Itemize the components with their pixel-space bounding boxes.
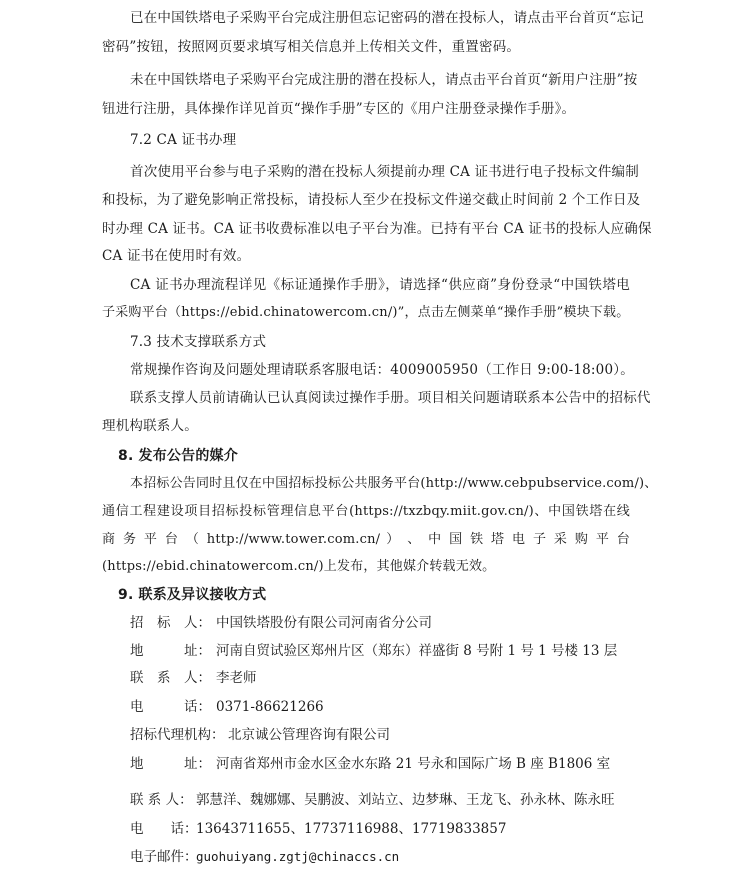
- media-line2: 通信工程建设项目招标投标管理信息平台(https://txzbqy.miit.gov.cn/)、中国铁塔在线: [102, 504, 630, 519]
- tenderer-value: 中国铁塔股份有限公司河南省分公司: [216, 615, 432, 631]
- tenderer-label: 招 标 人：: [130, 615, 211, 631]
- paragraph-support-note-line2: 理机构联系人。: [102, 418, 198, 434]
- subheading-ca-certificate: 7.2 CA 证书办理: [130, 132, 237, 148]
- agency-contact-label: 联 系 人：: [130, 792, 193, 808]
- media-line4: (https://ebid.chinatowercom.cn/)上发布，其他媒介转载无效。: [102, 559, 496, 574]
- paragraph-register-line1: 未在中国铁塔电子采购平台完成注册的潜在投标人，请点击平台首页“新用户注册”按: [130, 72, 638, 88]
- agency-contact-value: 郭慧洋、魏娜娜、吴鹏波、刘站立、边梦琳、王龙飞、孙永林、陈永旺: [196, 792, 615, 808]
- tenderer-contact-value: 李老师: [216, 670, 257, 686]
- paragraph-ca-line3: 时办理 CA 证书。CA 证书收费标准以电子平台为准。已持有平台 CA 证书的投标人应确保: [102, 221, 652, 237]
- paragraph-forgot-password-line1: 已在中国铁塔电子采购平台完成注册但忘记密码的潜在投标人，请点击平台首页“忘记: [130, 10, 645, 26]
- tenderer-address-value: 河南自贸试验区郑州片区（郑东）祥盛街 8 号附 1 号 1 号楼 13 层: [216, 643, 618, 659]
- agency-value: 北京诚公管理咨询有限公司: [228, 727, 390, 743]
- paragraph-ca-line2: 和投标，为了避免影响正常投标，请投标人至少在投标文件递交截止时间前 2 个工作日及: [102, 192, 641, 208]
- agency-phone-label: 电 话：: [130, 821, 198, 837]
- agency-email-value: guohuiyang.zgtj@chinaccs.cn: [196, 849, 400, 864]
- paragraph-forgot-password-line2: 密码”按钮，按照网页要求填写相关信息并上传相关文件，重置密码。: [102, 39, 521, 55]
- paragraph-support-note-line1: 联系支撑人员前请确认已认真阅读过操作手册。项目相关问题请联系本公告中的招标代: [130, 390, 651, 406]
- agency-label: 招标代理机构：: [130, 727, 225, 743]
- subheading-tech-support: 7.3 技术支撑联系方式: [130, 334, 267, 350]
- agency-address-label: 地 址：: [130, 756, 211, 772]
- heading-publication-media: 8. 发布公告的媒介: [118, 448, 238, 464]
- tenderer-phone-value: 0371-86621266: [216, 699, 324, 715]
- tenderer-address-label: 地 址：: [130, 643, 211, 659]
- agency-phone-value: 13643711655、17737116988、17719833857: [196, 821, 507, 837]
- paragraph-ca-line4: CA 证书在使用时有效。: [102, 248, 251, 264]
- tenderer-phone-label: 电 话：: [130, 699, 211, 715]
- paragraph-ca-process-line2: 子采购平台（https://ebid.chinatowercom.cn/)”，点击左侧菜单“操作手册”模块下载。: [102, 305, 630, 320]
- tenderer-contact-label: 联 系 人：: [130, 670, 211, 686]
- agency-email-label: 电子邮件：: [130, 849, 198, 865]
- media-line1: 本招标公告同时且仅在中国招标投标公共服务平台(http://www.cebpubservice.com/)、: [130, 476, 658, 491]
- paragraph-register-line2: 钮进行注册，具体操作详见首页“操作手册”专区的《用户注册登录操作手册》。: [102, 101, 576, 117]
- media-line3: 商 务 平 台 （ http://www.tower.com.cn/ ） 、 中 国 铁 塔 电 子 采 购 平 台: [102, 532, 630, 547]
- heading-contact: 9. 联系及异议接收方式: [118, 587, 267, 603]
- agency-address-value: 河南省郑州市金水区金水东路 21 号永和国际广场 B 座 B1806 室: [216, 756, 611, 772]
- paragraph-ca-line1: 首次使用平台参与电子采购的潜在投标人须提前办理 CA 证书进行电子投标文件编制: [130, 164, 639, 180]
- paragraph-ca-process-line1: CA 证书办理流程详见《标证通操作手册》，请选择“供应商”身份登录“中国铁塔电: [130, 277, 630, 293]
- paragraph-support-phone: 常规操作咨询及问题处理请联系客服电话：4009005950（工作日 9:00-18:00）。: [130, 362, 634, 378]
